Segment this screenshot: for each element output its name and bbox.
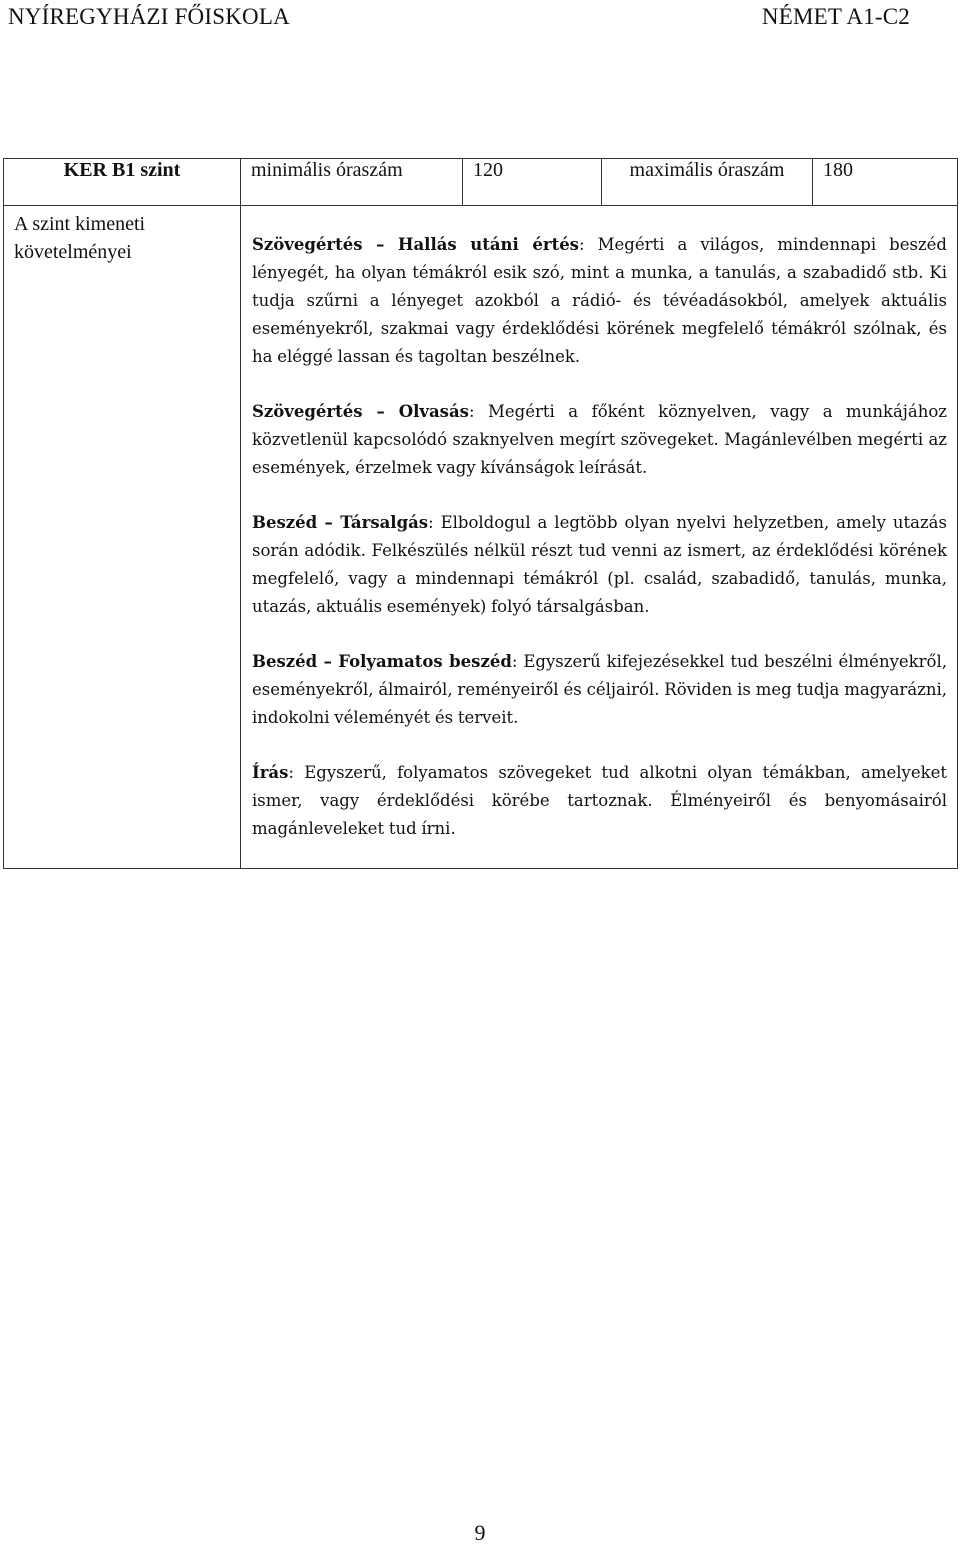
skill-colon: : bbox=[511, 652, 518, 671]
requirement-speaking bbox=[252, 648, 947, 732]
header-course: NÉMET A1-C2 bbox=[761, 4, 910, 29]
header-institution: NYÍREGYHÁZI FŐISKOLA bbox=[8, 4, 290, 29]
max-hours-label: maximális óraszám bbox=[602, 159, 813, 206]
skill-dash: – bbox=[362, 235, 398, 254]
requirements-label: A szint kimeneti követelményei bbox=[4, 206, 241, 869]
requirements-content bbox=[241, 206, 958, 869]
min-hours-value: 120 bbox=[463, 159, 602, 206]
skill-colon: : bbox=[578, 235, 585, 254]
skill-dash: – bbox=[317, 513, 341, 532]
requirement-listening bbox=[252, 231, 947, 371]
requirements-table bbox=[3, 158, 958, 869]
requirement-text: Elboldogul a legtöbb olyan nyelvi helyzetben, amely utazás során adódik. Felkészülés nélkül részt tud venni az ismert, az érdeklődési körének megfelelő, vagy a mindennapi témákról (pl. család, szabadidő, tanulás, munka, utazás, aktuális események) folyó társalgásban. bbox=[252, 513, 947, 616]
skill-label: Szövegértés bbox=[252, 402, 363, 421]
requirement-writing bbox=[252, 759, 947, 843]
skill-dash: – bbox=[362, 402, 399, 421]
subskill-label: Társalgás bbox=[340, 513, 429, 532]
skill-colon: : bbox=[288, 763, 294, 782]
subskill-label: Hallás utáni értés bbox=[397, 235, 579, 254]
skill-label: Szövegértés bbox=[252, 235, 363, 254]
skill-colon: : bbox=[468, 402, 475, 421]
skill-label: Írás bbox=[252, 763, 289, 782]
subskill-label: Folyamatos beszéd bbox=[338, 652, 512, 671]
requirement-text: Egyszerű, folyamatos szövegeket tud alkotni olyan témákban, amelyeket ismer, vagy érdeklődési körébe tartoznak. Élményeiről és benyomásairól magánleveleket tud írni. bbox=[252, 763, 947, 838]
requirement-text: Megérti a főként köznyelven, vagy a munkájához közvetlenül kapcsolódó szaknyelven megírt szövegeket. Magánlevélben megérti az események, érzelmek vagy kívánságok leírását. bbox=[252, 402, 947, 477]
skill-colon: : bbox=[428, 513, 434, 532]
page-number: 9 bbox=[474, 1520, 486, 1545]
hours-row bbox=[4, 159, 958, 206]
skill-dash: – bbox=[317, 652, 339, 671]
level-cell: KER B1 szint bbox=[4, 159, 241, 206]
requirement-text: Megérti a világos, mindennapi beszéd lényegét, ha olyan témákról esik szó, mint a munka, a tanulás, a szabadidő stb. Ki tudja szűrni a lényeget azokból a rádió- és tévéadásokból, amelyek aktuális eseményekről, szakmai vagy érdeklődési körének megfelelő témákról szólnak, és ha eléggé lassan és tagoltan beszélnek. bbox=[252, 235, 947, 366]
max-hours-value: 180 bbox=[813, 159, 958, 206]
skill-label: Beszéd bbox=[252, 513, 318, 532]
requirement-reading bbox=[252, 398, 947, 482]
requirement-conversation bbox=[252, 509, 947, 621]
skill-label: Beszéd bbox=[252, 652, 318, 671]
subskill-label: Olvasás bbox=[398, 402, 469, 421]
requirements-row bbox=[4, 206, 958, 869]
min-hours-label: minimális óraszám bbox=[241, 159, 463, 206]
requirement-text: Egyszerű kifejezésekkel tud beszélni élményekről, eseményekről, álmairól, reményeiről és céljairól. Röviden is meg tudja magyarázni, indokolni véleményét és terveit. bbox=[252, 652, 948, 727]
